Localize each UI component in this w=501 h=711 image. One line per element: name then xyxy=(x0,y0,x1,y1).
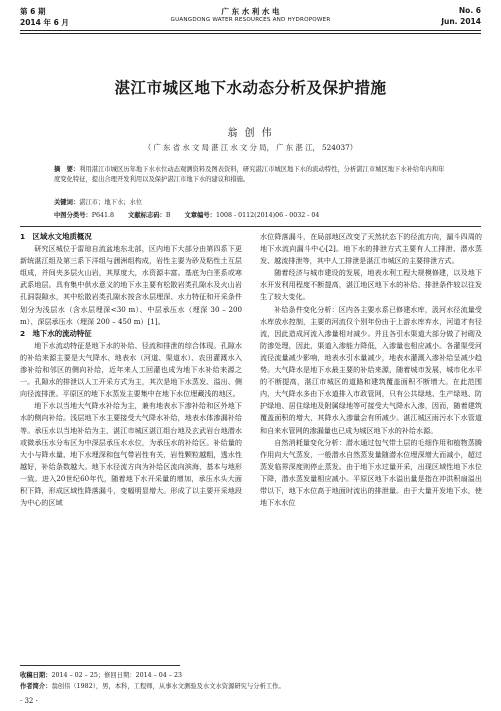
abstract xyxy=(54,165,447,186)
received-dates: 2014 – 02 – 25；修回日期：2014 – 04 – 23 xyxy=(51,672,182,679)
clc-value: P641.8 xyxy=(91,212,115,219)
section-rule xyxy=(20,226,481,227)
keywords-label: 关键词： xyxy=(54,199,80,206)
paragraph: 地下水以当地大气降水补给为主，兼有地表水下渗补给和区外地下水的侧向补给。浅层地下水主要接受大气降水补给，地表水体渗漏补给等。承压水以当地补给为主，湛江市城区湛江组台地及玄武岩台地潜水或微承压水分布区为中深层承压水水位，为承压水的补给区。补给量的大小与降水量、地下水埋深和包气带岩性有关，岩性颗粒越粗，透水性越好，补给条数越大。地下水径流方向为补给区流向滨海，基本与地形一致。进入20世纪60年代，随着地下水开采量的增加，承压水头大面积下降，形成区域性降落漏斗，变幅明显增大。形成了以主要开采地段为中心的区域 xyxy=(20,401,242,508)
keywords xyxy=(54,197,447,206)
received-date-note xyxy=(20,670,481,679)
article-id-label: 文章编号： xyxy=(184,212,216,219)
paragraph: 地下水流动特征是地下水的补给、径流和排泄的综合体现。孔隙水的补给来源主要是大气降水、地表水（河道、渠道水）、农田灌溉水入渗补给和邻区的侧向补给，近年来人工回灌也成为地下水补给来源之一。孔隙水的排泄以人工开采方式为主，其次是地下水蒸发、溢出、侧向径流排泄。平原区的地下水蒸发主要集中在地下水位埋藏浅的地区。 xyxy=(20,340,242,399)
abstract-label: 摘 要： xyxy=(54,166,80,173)
issue-date: 2014 年 6 月 xyxy=(20,18,69,27)
right-column xyxy=(260,231,482,509)
author-bio-label: 作者简介： xyxy=(20,683,52,690)
author-name: 翁 创 伟 xyxy=(227,128,274,139)
abstract-text: 利用湛江市城区历年地下水水位动态观测资料及图表资料，研究湛江市城区地下水的流动特性，分析湛江市城区地下水补给年内和年度变化特征，提出合理开发利用以及保护湛江市地下水的建议和措施。 xyxy=(54,166,445,184)
paragraph: 研究区城位于雷琼自流盆地东北部，区内地下大部分由第四系下更新统湛江组及第三系下洋组与涠洲组构成，岩性主要为砂及粘性土互层组成，并间夹多层火山岩，其厚度大，水资源丰富。基底为白垩系或寒武系地层。具有集中供水意义的地下水主要有松散岩类孔隙水及火山岩孔洞裂隙水，其中松散岩类孔隙水按含水层埋深、水力特征和开采条件划分为浅层水（含水层埋深<30 m）、中层承压水（埋深 30 – 200 m）、深层承压水（埋深 200 – 450 m）[1]。 xyxy=(20,244,242,326)
paragraph: 随着经济与城市建设的发展，地表水利工程大规模修建，以及地下水开发利用程度不断提高，湛江地区地下水的补给、排泄条件较以往发生了较大变化。 xyxy=(260,268,482,302)
clc-label: 中图分类号： xyxy=(54,212,92,219)
paragraph: 水位降落漏斗，在局部地区改变了天然状态下的径流方向，漏斗四周的地下水流向漏斗中心[2]。地下水的排泄方式主要有人工排泄、潜水蒸发、越流排泄等，其中人工排泄是湛江市城区的主要排泄方式。 xyxy=(260,232,482,266)
issue-no-en: No. 6 xyxy=(458,6,481,15)
classification-line xyxy=(54,210,447,219)
journal-name-cn: 广 东 水 利 水 电 xyxy=(221,7,280,16)
keywords-text: 湛江市；地下水；水位 xyxy=(79,199,143,206)
article-id-value: 1008 - 0112(2014)06 - 0032 - 04 xyxy=(215,212,320,219)
doc-code-value: B xyxy=(165,212,171,219)
author-bio-text: 翁创伟（1982），男，本科，工程师，从事水文测验及水文水资源研究与分析工作。 xyxy=(51,683,285,690)
section-heading-2: 2 地下水的流动特征 xyxy=(20,328,92,338)
footnote-rule xyxy=(20,665,180,666)
doc-code-label: 文献标志码： xyxy=(128,212,166,219)
running-header xyxy=(20,6,481,36)
issue-number: 第 6 期 xyxy=(20,7,46,16)
received-label: 收稿日期： xyxy=(20,672,52,679)
article-title: 湛江市城区地下水动态分析及保护措施 xyxy=(114,79,387,97)
left-column xyxy=(20,231,242,509)
page-number: · 32 · xyxy=(20,697,38,705)
header-rule-thin xyxy=(20,33,481,34)
author-affiliation: （ 广 东 省 水 文 局 湛 江 水 文 分 局， 广 东 湛 江， 524037） xyxy=(143,143,358,152)
header-rule-thick xyxy=(20,30,481,31)
issue-month-en: Jun. 2014 xyxy=(441,17,481,26)
paragraph: 自然消耗量变化分析：潜水通过包气带土层的毛细作用和植物蒸腾作用向大气蒸发，一般潜水自然蒸发量随潜水位埋深增大而减小，超过蒸发临界深度则停止蒸发。由于地下水过量开采，出现区域性地下水位下降，潜水蒸发量相应减小。平原区地下水溢出量是指在冲洪积扇溢出带以下，地下水位高于地面时流出的排泄量。由于大量开发地下水，使地下水水位 xyxy=(260,437,482,508)
journal-name-en: GUANGDONG WATER RESOURCES AND HYDROPOWER xyxy=(170,17,331,23)
author-bio-note xyxy=(20,681,481,690)
paragraph: 补给条件变化分析：区内各主要水系已修建水库，汲河水径流量受水库放水控制，主要的河流仅个别年份由于上游水库弃水，河道才有径流，因此造成河流入渗量相对减少。并且各引水渠道大部分做了衬砌及防渗处理，因此，渠道入渗能力降低，入渗量也相应减小。各灌渠受河流径流量减少影响，地表水引水量减少，地表水灌溉入渗补给呈减少趋势。大气降水是地下水最主要的补给来源，随着城市发展，城市化水平的不断提高，湛江市城区的道路和建筑覆盖面积不断增大。在此范围内，大气降水多由下水道排入市政管网，只有公共绿地、生产绿地、防护绿地、居住绿地及附属绿地等可接受大气降水入渗，因而，随着建筑覆盖面积的增大，其降水入渗量会有所减少。湛江城区雨污水下水管道和自来水管网的渗漏量也已成为城区地下水的补给水源。 xyxy=(260,304,482,435)
section-heading-1: 1 区域水文地质概况 xyxy=(20,232,92,241)
